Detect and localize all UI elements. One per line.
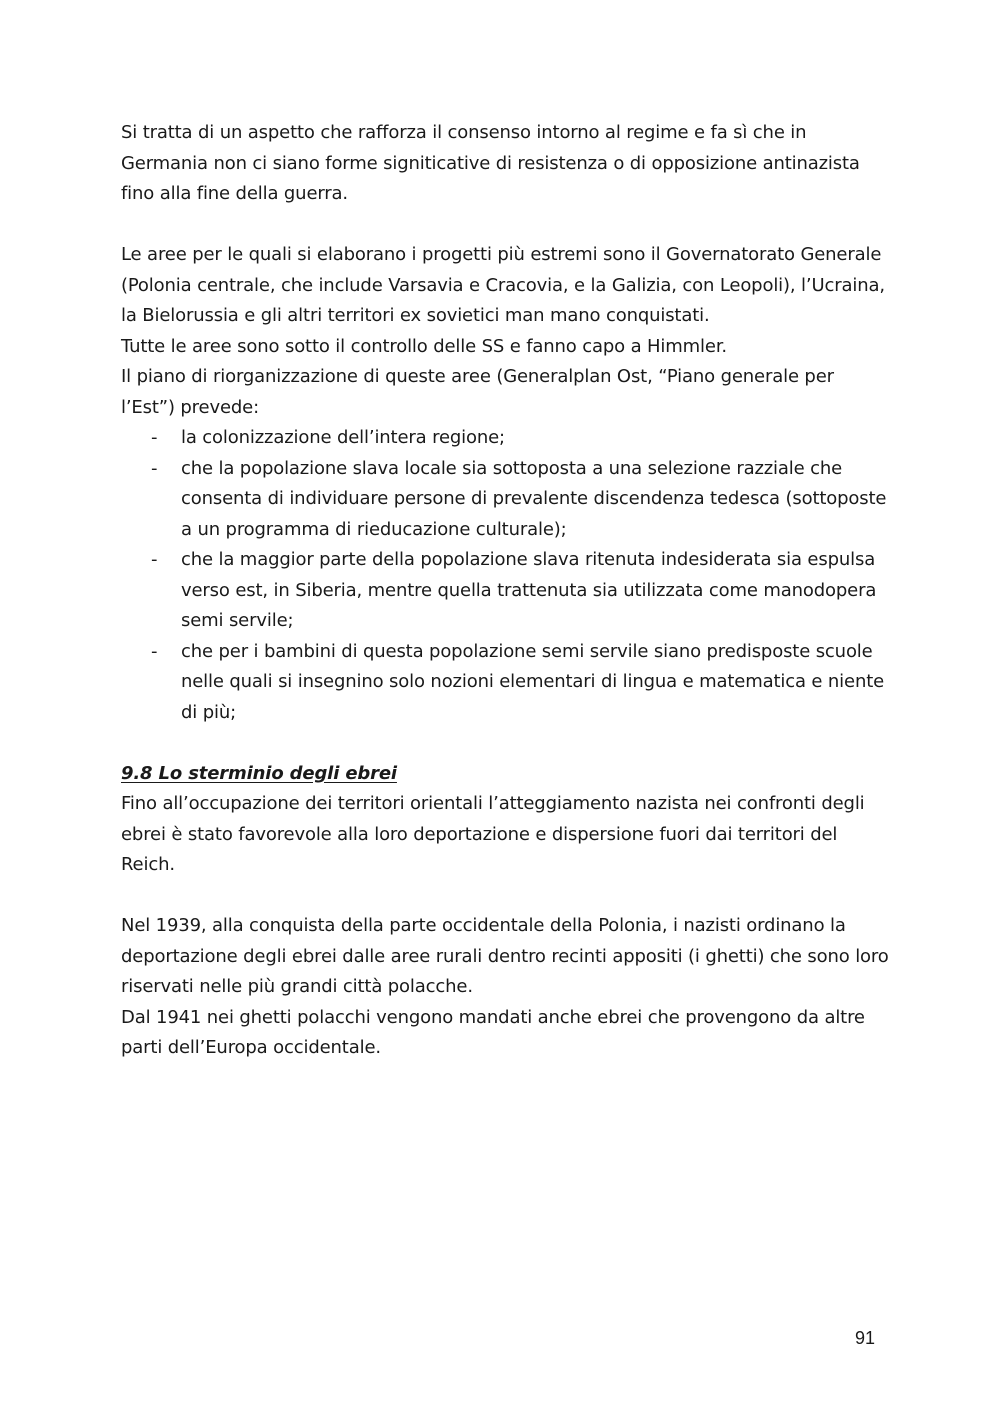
section-heading: 9.8 Lo sterminio degli ebrei [121,762,397,784]
dash-bullet: - [151,549,158,570]
paragraph-1941: Dal 1941 nei ghetti polacchi vengono mandati anche ebrei che provengono da altre parti dell’Europa occidentale. [121,1006,865,1058]
list-item [121,454,891,546]
plan-list [121,423,891,728]
dash-bullet: - [151,457,158,479]
spacer [121,210,891,241]
page-number: 91 [855,1328,876,1348]
spacer [121,881,891,912]
dash-bullet: - [151,427,158,448]
list-item [121,423,891,454]
dash-bullet: - [151,640,158,662]
spacer [121,728,891,759]
paragraph-ss-control: Tutte le aree sono sotto il controllo delle SS e fanno capo a Himmler. [121,335,727,357]
page-body [121,118,891,1064]
list-item [121,545,891,637]
list-item-text: che per i bambini di questa popolazione semi servile siano predisposte scuole nelle quali si insegnino solo nozioni elementari di lingua e matematica e niente di più; [181,640,885,723]
paragraph-consensus: Si tratta di un aspetto che rafforza il consenso intorno al regime e fa sì che in Germania non ci siano forme signiticative di resistenza o di opposizione antinazista fino alla fine della guerra. [121,122,860,204]
paragraph-plan-intro: Il piano di riorganizzazione di queste aree (Generalplan Ost, “Piano generale per l’Est”) prevede: [121,366,834,418]
list-item-text: che la popolazione slava locale sia sottoposta a una selezione razziale che consenta di individuare persone di prevalente discendenza tedesca (sottoposte a un programma di rieducazione culturale); [181,457,887,540]
list-item-text: la colonizzazione dell’intera regione; [181,427,505,448]
paragraph-areas: Le aree per le quali si elaborano i progetti più estremi sono il Governatorato Generale (Polonia centrale, che include Varsavia e Cracovia, e la Galizia, con Leopoli), l’Ucraina, la Bielorussia e gli altri territori ex sovietici man mano conquistati. [121,244,885,326]
list-item-text: che la maggior parte della popolazione slava ritenuta indesiderata sia espulsa verso est, in Siberia, mentre quella trattenuta sia utilizzata come manodopera semi servile; [181,549,877,631]
paragraph-1939: Nel 1939, alla conquista della parte occidentale della Polonia, i nazisti ordinano la deportazione degli ebrei dalle aree rurali dentro recinti appositi (i ghetti) che sono loro riservati nelle più grandi città polacche. [121,915,889,997]
paragraph-occupation: Fino all’occupazione dei territori orientali l’atteggiamento nazista nei confronti degli ebrei è stato favorevole alla loro deportazione e dispersione fuori dai territori del Reich. [121,793,865,875]
list-item [121,637,891,729]
